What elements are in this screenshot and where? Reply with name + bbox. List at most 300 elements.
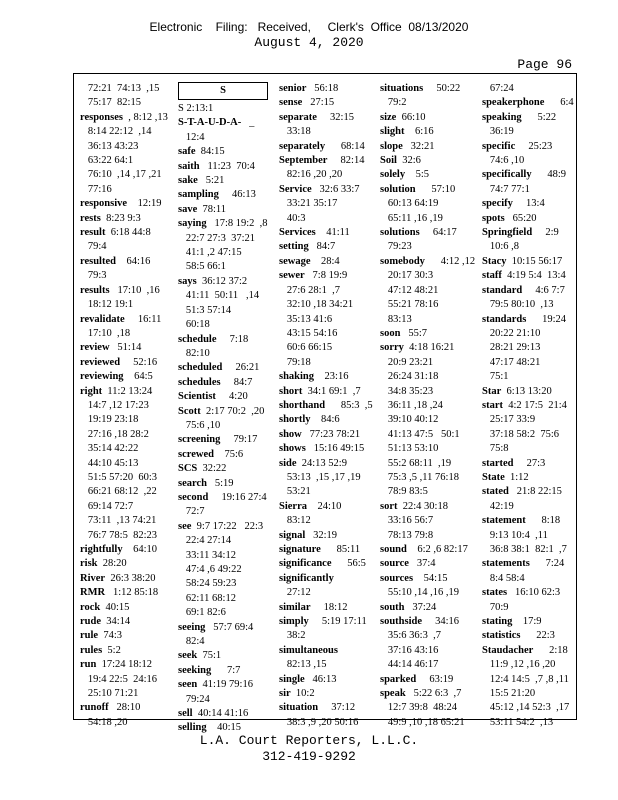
index-continuation [80,716,170,730]
index-references: 8:23 9:3 [100,212,141,224]
index-continuation [482,183,572,197]
index-entry [279,240,369,254]
index-references: 75:1 [482,371,509,383]
index-references: 52:16 [120,356,158,368]
index-references: 6:13 13:20 [501,385,552,397]
index-references: 17:8 19:2 ,8 [206,218,268,230]
index-term: separate [279,111,317,123]
index-references: 33:18 [279,126,311,138]
index-entry [482,284,572,298]
index-term: rule [80,630,99,642]
index-term: speak [380,688,406,700]
index-continuation [279,485,369,499]
index-entry [380,140,470,154]
index-column-1 [80,82,170,730]
index-references: 83:12 [279,515,311,527]
index-continuation [80,514,170,528]
index-references: 5:2 [102,644,121,656]
index-continuation [178,592,268,606]
index-entry [178,433,268,447]
index-term: short [279,385,303,397]
index-term: sake [178,175,198,187]
index-references: 72:21 74:13 ,15 [80,83,160,94]
index-entry [178,462,268,476]
index-references: 41:1 ,2 47:15 [178,247,242,259]
index-references: 38:3 ,9 ,20 50:16 [279,716,359,728]
index-references: 32:6 [396,155,421,167]
index-continuation [178,534,268,548]
index-references: 66:10 [396,111,426,123]
index-term: River [80,572,106,584]
index-continuation [482,673,572,687]
filing-date: August 4, 2020 [254,35,364,50]
index-references: 12:19 [127,198,162,210]
index-continuation [80,471,170,485]
index-references: 58:24 59:23 [178,578,237,590]
index-references: 62:11 68:12 [178,592,236,604]
index-continuation [178,635,268,649]
index-references: 46:13 [304,673,337,685]
index-continuation [482,154,572,168]
index-references: 19:19 23:18 [80,414,139,426]
index-references: 25:10 71:21 [80,688,139,700]
index-references: 12:4 [178,131,205,143]
index-entry [482,485,572,499]
index-entry [482,457,572,471]
index-references: 6:2 ,6 82:17 [406,544,468,555]
index-term: solely [380,169,406,181]
index-continuation [178,606,268,620]
index-term: sewer [279,270,305,282]
index-entry [380,82,470,96]
index-continuation [80,673,170,687]
index-entry [80,385,170,399]
index-entry [482,557,572,571]
index-entry [178,217,268,231]
index-term: staff [482,270,502,282]
index-term: rules [80,644,103,656]
index-term: schedules [178,376,221,388]
index-references: 60:18 [178,319,210,331]
index-references: 57:7 69:4 [205,621,254,633]
index-continuation [80,168,170,182]
index-continuation [482,658,572,672]
index-references: 82:14 [327,155,365,167]
index-term: statements [482,558,530,570]
index-references: 6:18 44:8 [105,227,151,239]
index-references: 15:16 49:15 [305,443,365,455]
index-term: Springfield [482,227,533,239]
index-references: 47:17 48:21 [482,356,541,368]
index-entry [482,197,572,211]
index-entry [380,327,470,341]
index-term: scheduled [178,362,223,374]
index-references: 4:18 16:21 [403,342,455,354]
index-entry [482,399,572,413]
index-references: 22:7 27:3 37:21 [178,232,256,244]
index-references: 1:12 85:18 [105,587,159,599]
index-references: 70:9 [482,601,509,613]
index-entry [482,140,572,154]
index-term: somebody [380,255,425,267]
index-references: 32:22 [197,463,227,475]
index-entry [482,111,572,125]
index-term: sense [279,97,303,109]
index-term: sources [380,572,414,584]
index-references: 75:17 82:15 [80,97,141,109]
index-references: 38:2 [279,630,306,642]
index-entry [178,361,268,375]
index-references: 79:3 [80,270,107,282]
index-entry [279,183,369,197]
index-entry [178,664,268,678]
index-entry [178,678,268,692]
index-continuation [279,341,369,355]
index-term: save [178,203,198,215]
index-term: slight [380,126,405,138]
index-references: 77:23 78:21 [301,428,361,440]
index-term: see [178,520,192,532]
index-continuation [279,284,369,298]
index-references: 50:22 [423,83,461,94]
index-continuation [482,500,572,514]
index-entry [380,168,470,182]
index-term: sparked [380,673,417,685]
index-references: 51:5 57:20 60:3 [80,471,158,483]
index-entry [80,586,170,600]
index-entry [279,428,369,442]
index-entry [80,284,170,298]
index-entry [279,543,369,557]
index-references: 63:22 64:1 [80,155,134,167]
index-references: 69:14 72:7 [80,500,134,512]
index-references: 4:6 7:7 [522,284,565,296]
index-term: sewage [279,255,311,267]
index-references: 16:11 [124,313,162,325]
page-number: Page 96 [517,57,572,72]
index-entry [279,673,369,687]
index-entry [380,341,470,355]
index-term: sir [279,688,291,700]
index-references: 75:8 [482,443,509,455]
index-references: 43:15 54:16 [279,327,338,339]
index-references: 79:24 [178,693,210,705]
index-references: 5:21 [197,175,225,187]
index-continuation [380,514,470,528]
index-continuation [80,399,170,413]
index-references: 10:15 56:17 [506,255,563,267]
index-entry [178,520,268,534]
index-references: 11:23 70:4 [199,160,255,172]
index-references: 79:2 [380,97,407,109]
index-references: 34:14 [101,616,131,628]
index-references: 4:19 5:4 13:4 [501,270,566,282]
index-references: 26:21 [222,362,260,374]
index-continuation [178,304,268,318]
index-entry [380,687,470,701]
index-term: S-T-A-U-D-A- [178,117,242,129]
index-references: 33:21 35:17 [279,198,338,210]
index-references: 18:12 [310,601,348,613]
index-entry [80,543,170,557]
index-continuation [482,240,572,254]
index-references: 17:24 18:12 [96,659,153,671]
index-references: 84:15 [195,146,225,158]
index-references: 9:13 10:4 ,11 [482,529,548,541]
index-continuation [279,313,369,327]
index-entry [178,275,268,289]
index-continuation [279,629,369,643]
index-term: separately [279,140,326,152]
index-term: RMR [80,587,106,599]
index-term: sound [380,544,407,555]
index-entry [380,111,470,125]
index-term: result [80,227,106,239]
index-term: standards [482,313,527,325]
index-entry [482,471,572,485]
index-entry [279,370,369,384]
index-term: sorry [380,342,404,354]
index-continuation [380,644,470,658]
index-references: 53:11 54:2 ,13 [482,716,554,728]
index-term: saying [178,218,207,230]
index-continuation [482,701,572,715]
index-references: 20:17 30:3 [380,270,434,282]
index-entry [80,370,170,384]
index-entry [80,341,170,355]
index-references: 60:6 66:15 [279,342,333,354]
index-entry [279,226,369,240]
index-references: 36:13 43:23 [80,140,139,152]
index-continuation [178,693,268,707]
index-term: senior [279,83,307,94]
index-continuation [380,701,470,715]
index-continuation [279,716,369,730]
index-continuation [279,212,369,226]
index-entry [279,413,369,427]
index-references: 84:7 [308,241,336,253]
index-term: State [482,471,505,483]
index-references: 7:8 19:9 [304,270,348,282]
index-references: 8:4 58:4 [482,572,525,584]
index-references: _ [241,117,255,129]
index-entry [279,615,369,629]
index-entry [279,557,369,571]
index-entry [80,572,170,586]
index-term: runoff [80,702,109,714]
index-term: south [380,601,405,613]
index-continuation [279,658,369,672]
index-references: 12:7 39:8 48:24 [380,702,458,714]
index-entry [279,96,369,110]
index-entry [279,399,373,413]
index-entry [279,572,369,586]
index-term: resulted [80,255,116,267]
index-continuation [279,471,369,485]
index-entry [80,644,170,658]
index-references: 35:6 36:3 ,7 [380,630,441,642]
index-entry [482,313,572,327]
index-term: statistics [482,630,521,642]
index-term: statement [482,515,526,527]
index-continuation [380,356,470,370]
index-entry [178,390,268,404]
index-entry [178,188,268,202]
index-term: screening [178,434,221,446]
index-references: 32:10 ,18 34:21 [279,299,354,311]
index-references: 44:10 45:13 [80,457,139,469]
index-references: 14:7 ,12 17:23 [80,399,149,411]
index-term: September [279,155,328,167]
index-entry [380,572,470,586]
index-continuation [380,629,470,643]
index-entry [482,269,572,283]
index-references: 79:5 80:10 ,13 [482,299,554,311]
index-entry [279,529,369,543]
index-references: 27:3 [513,457,546,469]
index-continuation [380,370,470,384]
index-references: 82:16 ,20 ,20 [279,169,343,181]
index-continuation [80,154,170,168]
index-references: 2:17 70:2 ,20 [200,405,265,417]
index-references: 60:13 64:19 [380,198,439,210]
index-entry [80,356,170,370]
index-entry [279,644,369,658]
index-term: responsive [80,198,128,210]
index-continuation [380,399,470,413]
index-references: 13:4 [512,198,545,210]
index-references: 11:9 ,12 ,16 ,20 [482,659,556,671]
index-references: 5:22 6:3 ,7 [405,688,462,700]
index-continuation [80,500,170,514]
index-term: rock [80,601,101,613]
index-term: search [178,477,207,489]
index-references: 36:12 37:2 [196,275,248,287]
index-references: 17:10 ,16 [109,284,160,296]
index-references: 68:14 [325,140,365,152]
index-references: 55:21 78:16 [380,299,439,311]
index-references: 54:15 [413,572,448,584]
index-continuation [279,327,369,341]
index-references: 65:11 ,16 ,19 [380,212,443,224]
index-references: 41:11 50:11 ,14 [178,290,260,302]
index-references: 9:7 17:22 22:3 [191,520,264,532]
index-continuation [380,485,470,499]
index-references: 45:12 ,14 52:3 ,17 [482,702,570,714]
index-term: specific [482,140,516,152]
index-entry [279,154,369,168]
index-references: 37:12 [318,702,356,714]
index-entry [178,477,268,491]
index-references: 53:21 [279,486,311,498]
index-references: 63:19 [416,673,454,685]
index-references: S 2:13:1 [178,103,214,114]
index-references: 74:3 [98,630,122,642]
index-references: 57:10 [415,183,456,195]
index-references: 25:17 33:9 [482,414,536,426]
index-continuation [482,687,572,701]
index-entry [178,376,268,390]
index-continuation [279,197,369,211]
index-references: 51:13 53:10 [380,443,439,455]
index-column-5 [482,82,572,730]
index-continuation [178,131,268,145]
index-references: 40:3 [279,212,306,224]
index-references: 27:15 [302,97,335,109]
index-references: 39:10 40:12 [380,414,439,426]
section-letter-header: S [178,82,268,100]
index-entry [80,629,170,643]
index-references: 37:24 [404,601,437,613]
index-references: 17:10 ,18 [80,327,131,339]
index-entry [380,125,470,139]
index-references: 26:3 38:20 [105,572,156,584]
index-continuation [178,563,268,577]
index-term: safe [178,146,196,158]
index-entry [178,621,268,635]
index-entry [380,226,470,240]
index-references: 19:24 [526,313,567,325]
index-references: 85:11 [320,544,361,555]
index-references: 7:7 [211,664,241,676]
index-entry [80,701,170,715]
index-continuation [380,298,470,312]
index-references: 77:16 [80,183,112,195]
index-references: 75:1 [197,650,222,662]
index-continuation [380,284,470,298]
index-continuation [80,240,170,254]
index-references: 78:13 79:8 [380,529,434,541]
index-continuation [80,327,170,341]
index-term: source [380,558,409,570]
index-references: 78:9 83:5 [380,486,428,498]
index-entry [279,140,369,154]
index-continuation [380,269,470,283]
index-continuation [482,716,572,730]
index-term: Scott [178,405,201,417]
index-entry [279,601,369,615]
index-entry [279,255,369,269]
index-term: Soil [380,155,397,167]
index-entry [482,255,572,269]
index-references: 55:10 ,14 ,16 ,19 [380,587,460,599]
index-references: 36:19 [482,126,514,138]
index-references: 36:11 ,18 ,24 [380,399,443,411]
index-continuation [80,269,170,283]
index-continuation [482,413,572,427]
index-references: 10:6 ,8 [482,241,520,253]
index-references: 53:13 ,15 ,17 ,19 [279,471,361,483]
index-term: risk [80,558,98,570]
index-term: shaking [279,371,315,383]
index-entry [178,448,268,462]
index-references: 27:6 28:1 ,7 [279,284,340,296]
index-entry [279,385,369,399]
index-references: 41:13 47:5 50:1 [380,428,460,440]
index-references: 8:14 22:12 ,14 [80,126,152,138]
court-reporter-name: L.A. Court Reporters, L.L.C. [199,733,419,748]
index-references: 22:4 30:18 [397,500,448,512]
index-references: 35:14 42:22 [80,443,139,455]
index-term: screwed [178,448,214,460]
index-references: 5:22 [521,111,557,123]
index-continuation [380,313,470,327]
index-term: rests [80,212,101,224]
index-references: 37:4 [408,558,436,570]
index-term: sort [380,500,398,512]
index-continuation [80,82,170,96]
index-continuation [380,197,470,211]
